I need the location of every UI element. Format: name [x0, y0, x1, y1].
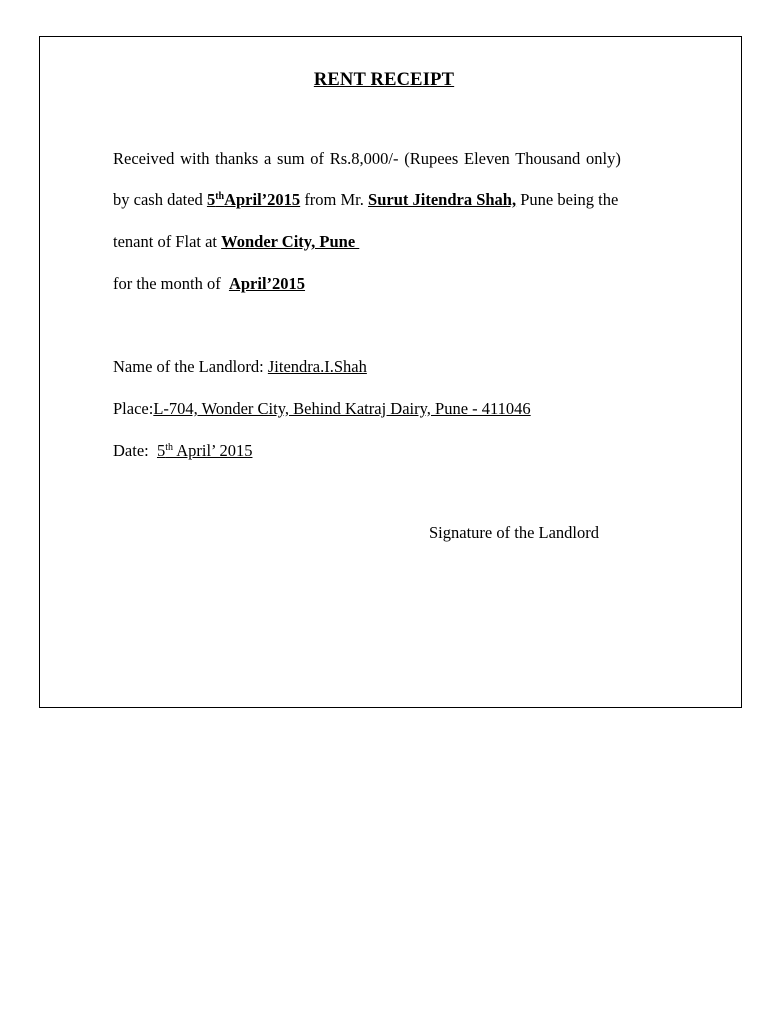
rent-month: April’2015: [228, 274, 306, 293]
receipt-date-day: 5: [156, 441, 166, 460]
place-value: L-704, Wonder City, Behind Katraj Dairy, Pune - 411046: [153, 399, 531, 418]
payment-date-day: 5: [206, 190, 216, 209]
month-prefix: for the month of: [113, 274, 229, 293]
place-line: [113, 399, 531, 419]
flat-location: Wonder City, Pune: [221, 232, 360, 251]
payment-line: [113, 190, 618, 210]
payment-date: [207, 190, 300, 209]
payment-date-rest: April’2015: [224, 190, 301, 209]
landlord-name-label: Name of the Landlord:: [113, 357, 268, 376]
receipt-date-rest: April’ 2015: [173, 441, 253, 460]
receipt-title: RENT RECEIPT: [313, 70, 455, 90]
flat-line: [113, 232, 359, 252]
amount-line: Received with thanks a sum of Rs.8,000/- (Rupees Eleven Thousand only): [113, 149, 621, 168]
landlord-name-value: Jitendra.I.Shah: [267, 357, 367, 376]
month-line: [113, 274, 305, 294]
payment-prefix: by cash dated: [113, 190, 207, 209]
date-label: Date:: [113, 441, 157, 460]
date-line: [113, 441, 252, 461]
flat-prefix: tenant of Flat at: [113, 232, 222, 251]
payment-middle: from Mr.: [300, 190, 369, 209]
payment-tail: Pune being the: [516, 190, 619, 209]
receipt-date: [157, 441, 252, 460]
tenant-name: Surut Jitendra Shah,: [368, 190, 517, 209]
landlord-name-line: [113, 357, 367, 377]
signature-label: Signature of the Landlord: [429, 523, 599, 542]
receipt-date-suffix: th: [165, 442, 174, 453]
place-label: Place:: [113, 399, 154, 418]
payment-date-suffix: th: [215, 191, 225, 202]
